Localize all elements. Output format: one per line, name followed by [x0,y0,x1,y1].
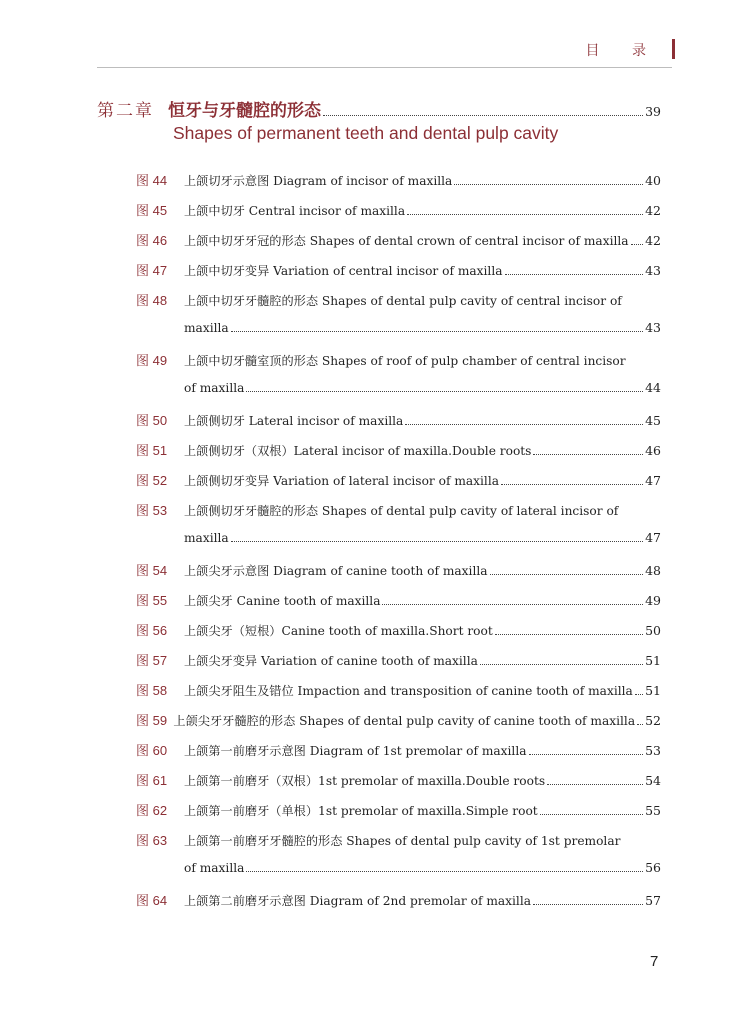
dot-leader [529,754,644,755]
toc-entry[interactable] [136,230,661,249]
entry-page: 51 [645,653,661,668]
dot-leader [231,541,643,542]
entry-title: 上颌侧切牙（双根）Lateral incisor of maxilla.Double roots [184,444,532,458]
figure-number: 图 49 [136,353,168,368]
entry-page: 53 [645,743,661,758]
entry-title: 上颌尖牙示意图 Diagram of canine tooth of maxilla [184,564,488,578]
figure-number: 图 56 [136,623,168,638]
dot-leader [631,244,644,245]
figure-number: 图 44 [136,173,168,188]
entry-title: 上颌第一前磨牙示意图 Diagram of 1st premolar of maxilla [184,744,527,758]
figure-number: 图 58 [136,683,168,698]
entry-title: 上颌中切牙牙冠的形态 Shapes of dental crown of central incisor of maxilla [184,234,629,248]
entry-title-continuation: of maxilla [184,861,245,875]
entry-title-continuation: maxilla [184,531,229,545]
dot-leader [231,331,643,332]
toc-entry-continuation[interactable] [184,380,661,396]
entry-title: 上颌侧切牙变异 Variation of lateral incisor of maxilla [184,474,499,488]
toc-entry[interactable] [136,680,661,699]
dot-leader [246,391,643,392]
entry-title: 上颌中切牙 Central incisor of maxilla [184,204,406,218]
chapter-label: 第二章 [97,101,154,121]
entry-title-continuation: of maxilla [184,381,245,395]
entry-title: 上颌尖牙 Canine tooth of maxilla [184,594,381,608]
entry-title: 上颌中切牙髓室顶的形态 Shapes of roof of pulp chamber of central incisor [184,354,626,368]
toc-entry[interactable] [136,500,661,519]
entry-page: 40 [645,173,661,188]
entry-page: 46 [645,443,661,458]
entry-title: 上颌切牙示意图 Diagram of incisor of maxilla [184,174,453,188]
dot-leader [454,184,643,185]
entry-page: 42 [645,233,661,248]
entry-title: 上颌第一前磨牙（单根）1st premolar of maxilla.Simple root [184,804,538,818]
figure-number: 图 59 [136,713,168,728]
entry-page: 47 [645,473,661,488]
header-accent-bar [672,39,675,59]
dot-leader [505,274,644,275]
entry-title: 上颌第一前磨牙（双根）1st premolar of maxilla.Double roots [184,774,546,788]
header-rule [97,67,672,68]
entry-page: 47 [645,530,661,545]
toc-entry[interactable] [136,890,661,909]
entry-page: 55 [645,803,661,818]
toc-entry-continuation[interactable] [184,860,661,876]
figure-number: 图 48 [136,293,168,308]
figure-number: 图 64 [136,893,168,908]
entry-title-continuation: maxilla [184,321,229,335]
figure-number: 图 55 [136,593,168,608]
entry-page: 51 [645,683,661,698]
chapter-title-cn: 恒牙与牙髓腔的形态 [168,101,321,121]
entry-page: 49 [645,593,661,608]
figure-number: 图 51 [136,443,168,458]
toc-entry[interactable] [136,590,661,609]
entry-title: 上颌第二前磨牙示意图 Diagram of 2nd premolar of maxilla [184,894,531,908]
figure-number: 图 47 [136,263,168,278]
running-header-title: 目 录 [585,43,660,59]
dot-leader [382,604,643,605]
toc-entry[interactable] [136,650,661,669]
figure-number: 图 62 [136,803,168,818]
entry-page: 42 [645,203,661,218]
toc-entry-continuation[interactable] [184,530,661,546]
entry-page: 43 [645,263,661,278]
figure-number: 图 60 [136,743,168,758]
chapter-page: 39 [645,104,661,119]
figure-number: 图 54 [136,563,168,578]
figure-number: 图 46 [136,233,168,248]
dot-leader [246,871,643,872]
dot-leader [501,484,643,485]
entry-title: 上颌中切牙牙髓腔的形态 Shapes of dental pulp cavity of central incisor of [184,294,622,308]
dot-leader [490,574,644,575]
dot-leader [495,634,643,635]
dot-leader [405,424,643,425]
figure-number: 图 63 [136,833,168,848]
entry-page: 43 [645,320,661,335]
figure-number: 图 57 [136,653,168,668]
toc-entry[interactable] [136,560,661,579]
entry-page: 52 [645,713,661,728]
entry-title: 上颌尖牙阻生及错位 Impaction and transposition of canine tooth of maxilla [184,684,633,698]
figure-number: 图 50 [136,413,168,428]
entry-title: 上颌尖牙变异 Variation of canine tooth of maxilla [184,654,478,668]
entry-page: 57 [645,893,661,908]
dot-leader [323,115,643,116]
toc-entry[interactable] [136,290,661,309]
figure-number: 图 61 [136,773,168,788]
toc-entry[interactable] [136,170,661,189]
figure-number: 图 45 [136,203,168,218]
entry-title: 上颌尖牙（短根）Canine tooth of maxilla.Short root [184,624,493,638]
toc-entry[interactable] [136,620,661,639]
toc-entry-continuation[interactable] [184,320,661,336]
chapter-heading[interactable] [97,96,661,121]
dot-leader [540,814,643,815]
toc-entry[interactable] [136,200,661,219]
figure-number: 图 52 [136,473,168,488]
entry-title: 上颌尖牙牙髓腔的形态 Shapes of dental pulp cavity of canine tooth of maxilla [173,714,636,728]
dot-leader [407,214,643,215]
entry-title: 上颌侧切牙牙髓腔的形态 Shapes of dental pulp cavity of lateral incisor of [184,504,619,518]
entry-page: 48 [645,563,661,578]
toc-entry[interactable] [136,710,661,729]
dot-leader [533,454,643,455]
figure-number: 图 53 [136,503,168,518]
toc-entry[interactable] [136,830,661,849]
toc-entry[interactable] [136,350,661,369]
entry-title: 上颌侧切牙 Lateral incisor of maxilla [184,414,404,428]
chapter-title-en: Shapes of permanent teeth and dental pulp cavity [173,123,559,143]
dot-leader [547,784,643,785]
entry-title: 上颌中切牙变异 Variation of central incisor of maxilla [184,264,503,278]
entry-page: 44 [645,380,661,395]
entry-page: 45 [645,413,661,428]
toc-entry[interactable] [136,800,661,819]
entry-page: 54 [645,773,661,788]
entry-page: 50 [645,623,661,638]
dot-leader [533,904,643,905]
page-number: 7 [650,953,659,970]
toc-entry[interactable] [136,440,661,459]
dot-leader [637,724,643,725]
entry-page: 56 [645,860,661,875]
dot-leader [635,694,643,695]
toc-entry[interactable] [136,260,661,279]
dot-leader [480,664,643,665]
toc-entry[interactable] [136,770,661,789]
toc-entry[interactable] [136,410,661,429]
toc-entry[interactable] [136,740,661,759]
toc-entry[interactable] [136,470,661,489]
entry-title: 上颌第一前磨牙牙髓腔的形态 Shapes of dental pulp cavity of 1st premolar [184,834,621,848]
